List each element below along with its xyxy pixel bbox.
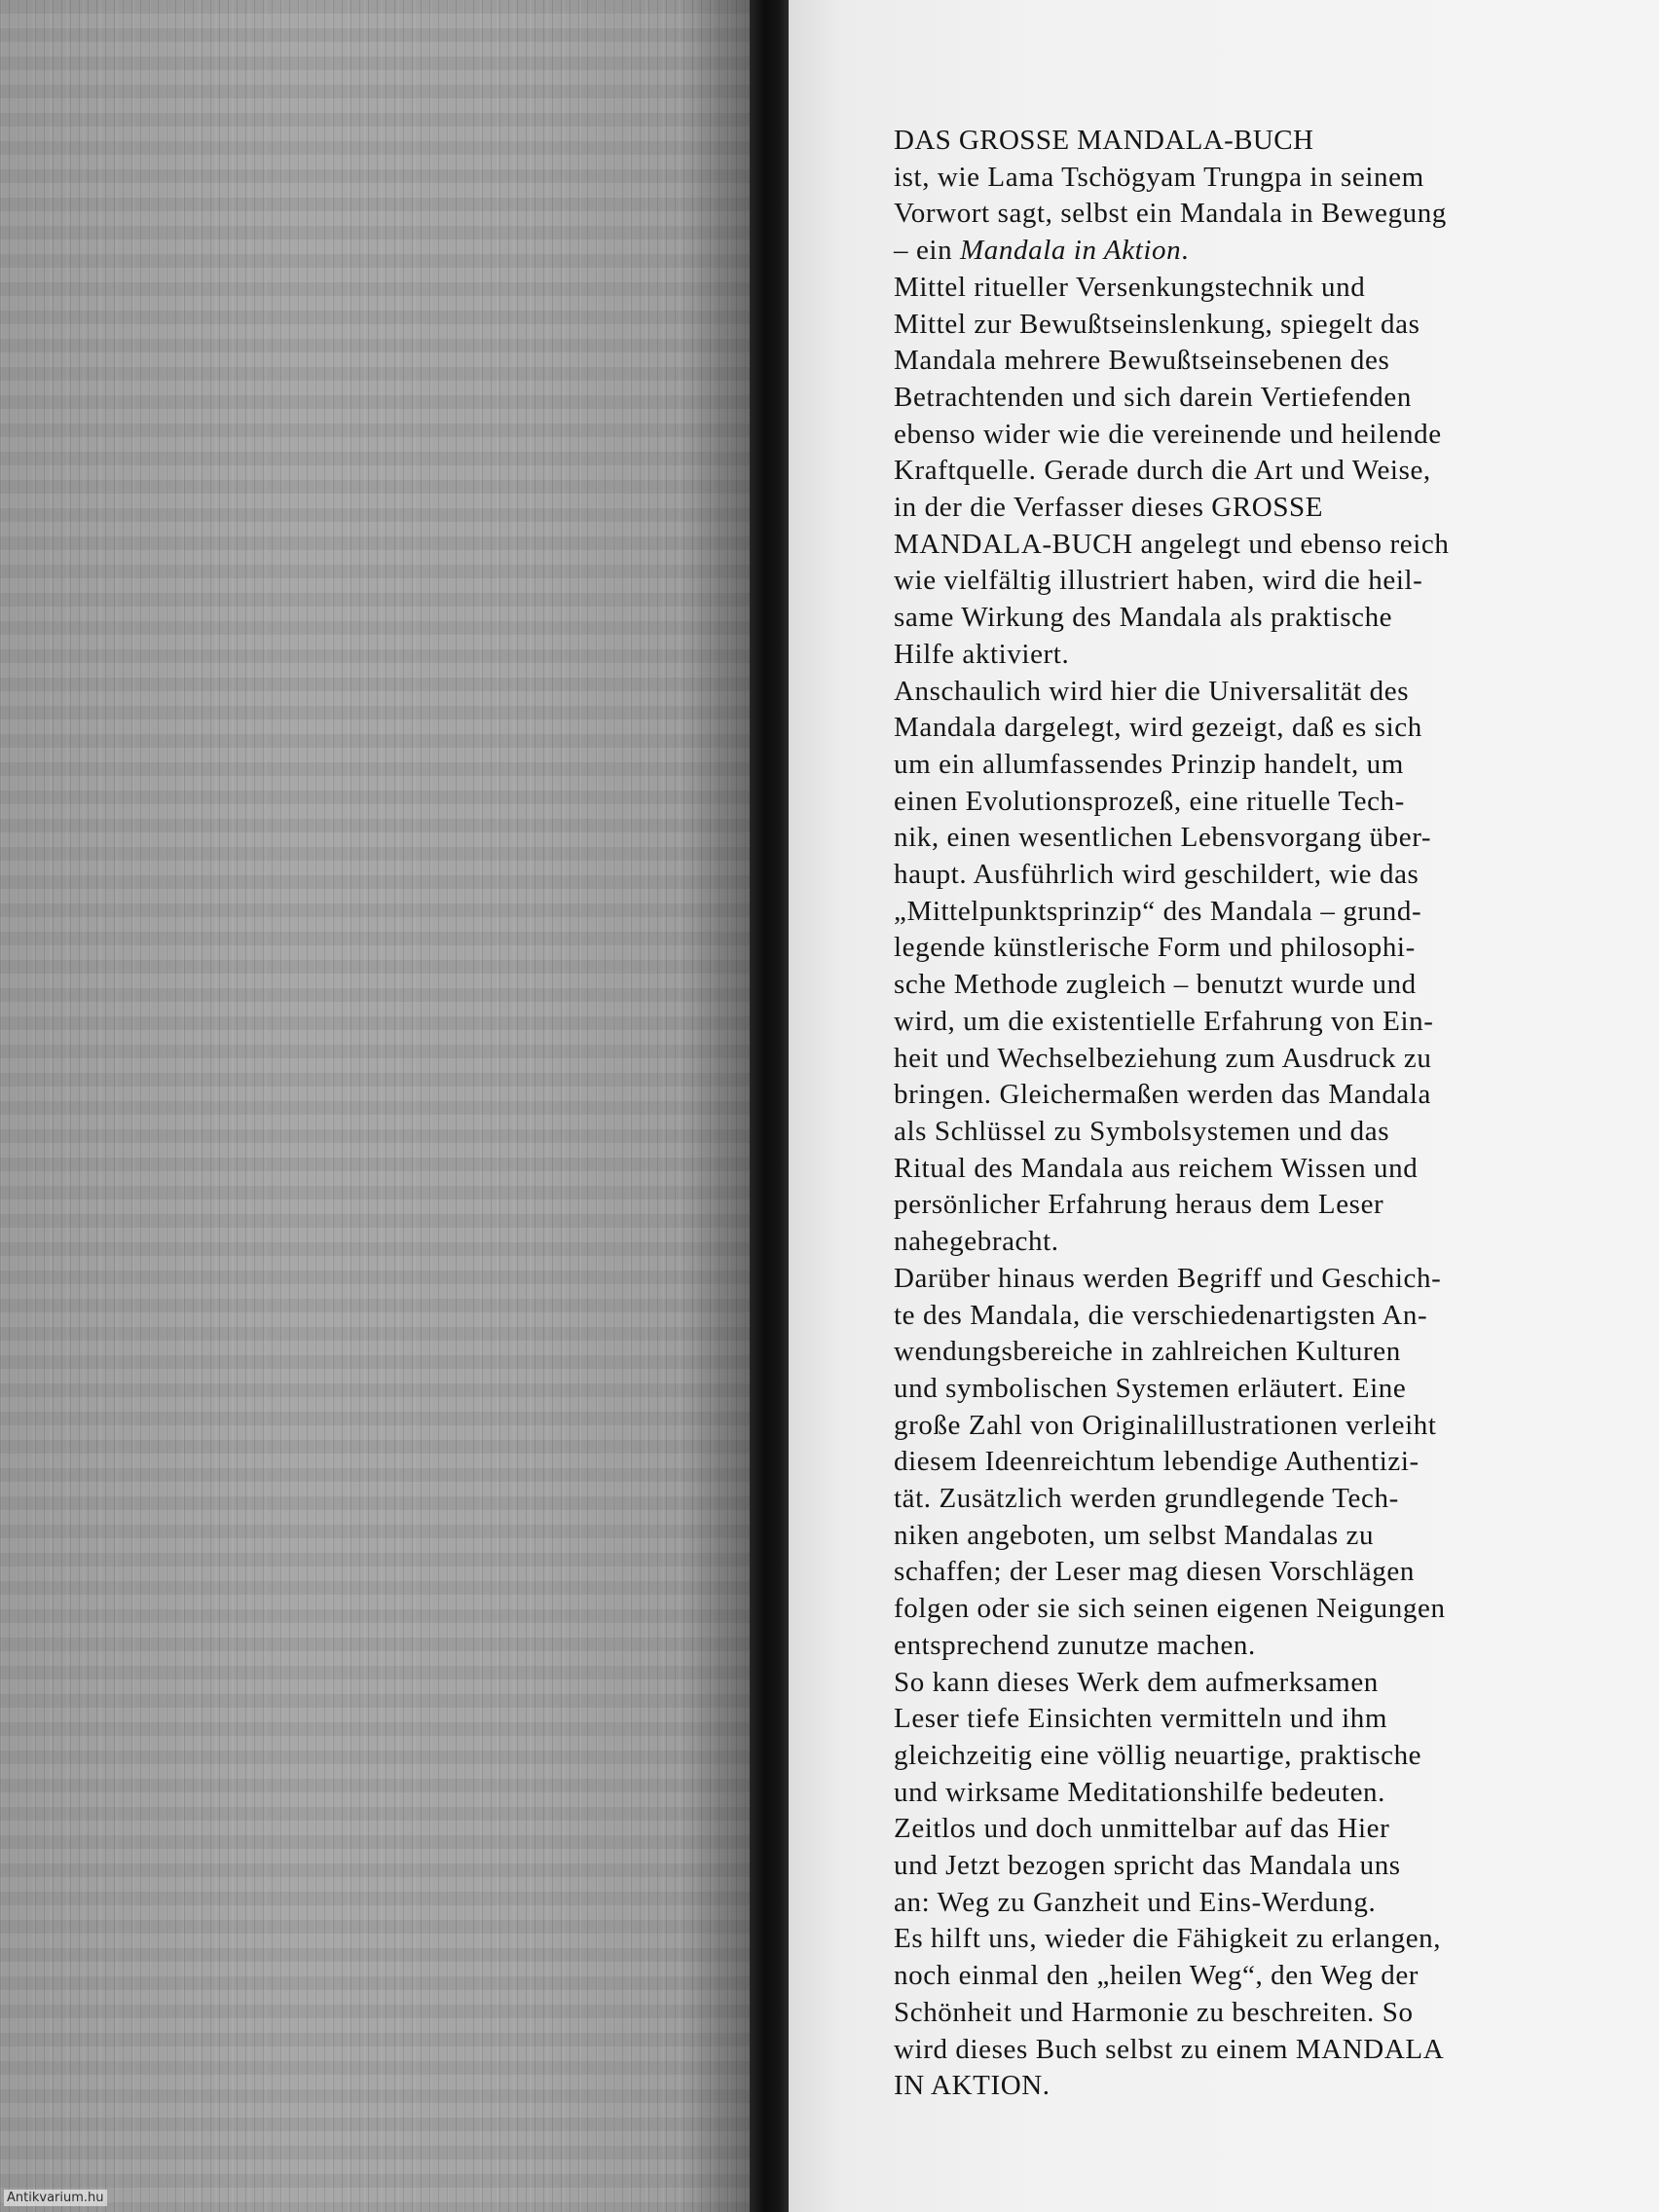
text-line-lead: – ein	[894, 235, 961, 267]
endpaper-shadow	[682, 0, 759, 2212]
text-line: wie vielfältig illustriert haben, wird die heil-	[894, 565, 1423, 597]
text-line: um ein allumfassendes Prinzip handelt, um	[894, 748, 1404, 780]
flap-page	[789, 0, 1659, 2212]
text-line: noch einmal den „heilen Weg“, den Weg der	[894, 1960, 1419, 1992]
text-line: Hilfe aktiviert.	[894, 638, 1070, 670]
text-line: entsprechend zunutze machen.	[894, 1629, 1256, 1661]
text-line: bringen. Gleichermaßen werden das Mandala	[894, 1079, 1432, 1111]
text-line: niken angeboten, um selbst Mandalas zu	[894, 1519, 1375, 1551]
watermark-label: Antikvarium.hu	[4, 2190, 107, 2206]
text-line-italic	[894, 233, 1634, 270]
text-line: ist, wie Lama Tschögyam Trungpa in seinem	[894, 161, 1424, 193]
book-title: DAS GROSSE MANDALA-BUCH	[894, 125, 1314, 156]
text-line: schaffen; der Leser mag diesen Vorschlägen	[894, 1556, 1415, 1588]
italic-suffix: .	[1181, 235, 1190, 267]
text-line: Betrachtenden und sich darein Vertiefenden	[894, 381, 1412, 413]
text-line: tät. Zusätzlich werden grundlegende Tech-	[894, 1483, 1399, 1515]
text-line: MANDALA-BUCH angelegt und ebenso reich	[894, 528, 1450, 560]
text-line: und symbolischen Systemen erläutert. Eine	[894, 1372, 1407, 1404]
text-line: an: Weg zu Ganzheit und Eins-Werdung.	[894, 1886, 1377, 1918]
text-line: Mandala mehrere Bewußtseinsebenen des	[894, 345, 1390, 377]
text-line: und wirksame Meditationshilfe bedeuten.	[894, 1776, 1386, 1808]
text-line: wird dieses Buch selbst zu einem MANDALA	[894, 2033, 1445, 2065]
text-line: nahegebracht.	[894, 1226, 1059, 1258]
italic-phrase: Mandala in Aktion	[960, 235, 1182, 267]
text-line: sche Methode zugleich – benutzt wurde und	[894, 969, 1417, 1001]
blurb-text	[894, 123, 1634, 2105]
text-line: nik, einen wesentlichen Lebensvorgang über-	[894, 822, 1432, 854]
text-line: haupt. Ausführlich wird geschildert, wie das	[894, 859, 1419, 891]
endpaper-left	[0, 0, 750, 2212]
text-line: Mittel ritueller Versenkungstechnik und	[894, 271, 1366, 303]
text-line: Es hilft uns, wieder die Fähigkeit zu erlangen,	[894, 1923, 1442, 1955]
text-line: Leser tiefe Einsichten vermitteln und ihm	[894, 1703, 1387, 1735]
text-line: ebenso wider wie die vereinende und heilende	[894, 418, 1442, 450]
text-line: Kraftquelle. Gerade durch die Art und Weise,	[894, 455, 1431, 487]
text-line: Mittel zur Bewußtseinslenkung, spiegelt das	[894, 308, 1420, 340]
text-line: same Wirkung des Mandala als praktische	[894, 602, 1393, 634]
text-line: wird, um die existentielle Erfahrung von Ein-	[894, 1005, 1434, 1037]
text-line: Schönheit und Harmonie zu beschreiten. So	[894, 1996, 1414, 2028]
text-line: „Mittelpunktsprinzip“ des Mandala – grund-	[894, 895, 1422, 927]
text-line: So kann dieses Werk dem aufmerksamen	[894, 1666, 1379, 1698]
text-line: folgen oder sie sich seinen eigenen Neigungen	[894, 1593, 1446, 1625]
text-line: Darüber hinaus werden Begriff und Geschich-	[894, 1262, 1442, 1294]
text-line: Anschaulich wird hier die Universalität des	[894, 675, 1410, 707]
text-line: Zeitlos und doch unmittelbar auf das Hier	[894, 1813, 1390, 1845]
text-line: diesem Ideenreichtum lebendige Authentizi-	[894, 1446, 1419, 1478]
text-line: heit und Wechselbeziehung zum Ausdruck zu	[894, 1042, 1432, 1074]
text-line: einen Evolutionsprozeß, eine rituelle Tech-	[894, 785, 1405, 817]
text-line: Vorwort sagt, selbst ein Mandala in Bewegung	[894, 198, 1447, 230]
text-line: gleichzeitig eine völlig neuartige, praktische	[894, 1739, 1422, 1771]
text-line: als Schlüssel zu Symbolsystemen und das	[894, 1115, 1390, 1147]
text-line: wendungsbereiche in zahlreichen Kulturen	[894, 1336, 1401, 1368]
text-line: und Jetzt bezogen spricht das Mandala uns	[894, 1850, 1401, 1882]
text-line: große Zahl von Originalillustrationen verleiht	[894, 1409, 1437, 1441]
text-line: Ritual des Mandala aus reichem Wissen und	[894, 1152, 1419, 1184]
text-line: te des Mandala, die verschiedenartigsten An-	[894, 1299, 1428, 1331]
text-line: persönlicher Erfahrung heraus dem Leser	[894, 1189, 1384, 1221]
text-line: in der die Verfasser dieses GROSSE	[894, 492, 1324, 524]
book-spine	[750, 0, 789, 2212]
text-line: legende künstlerische Form und philosophi-	[894, 932, 1416, 964]
text-line: IN AKTION.	[894, 2070, 1051, 2102]
text-line: Mandala dargelegt, wird gezeigt, daß es sich	[894, 712, 1422, 744]
